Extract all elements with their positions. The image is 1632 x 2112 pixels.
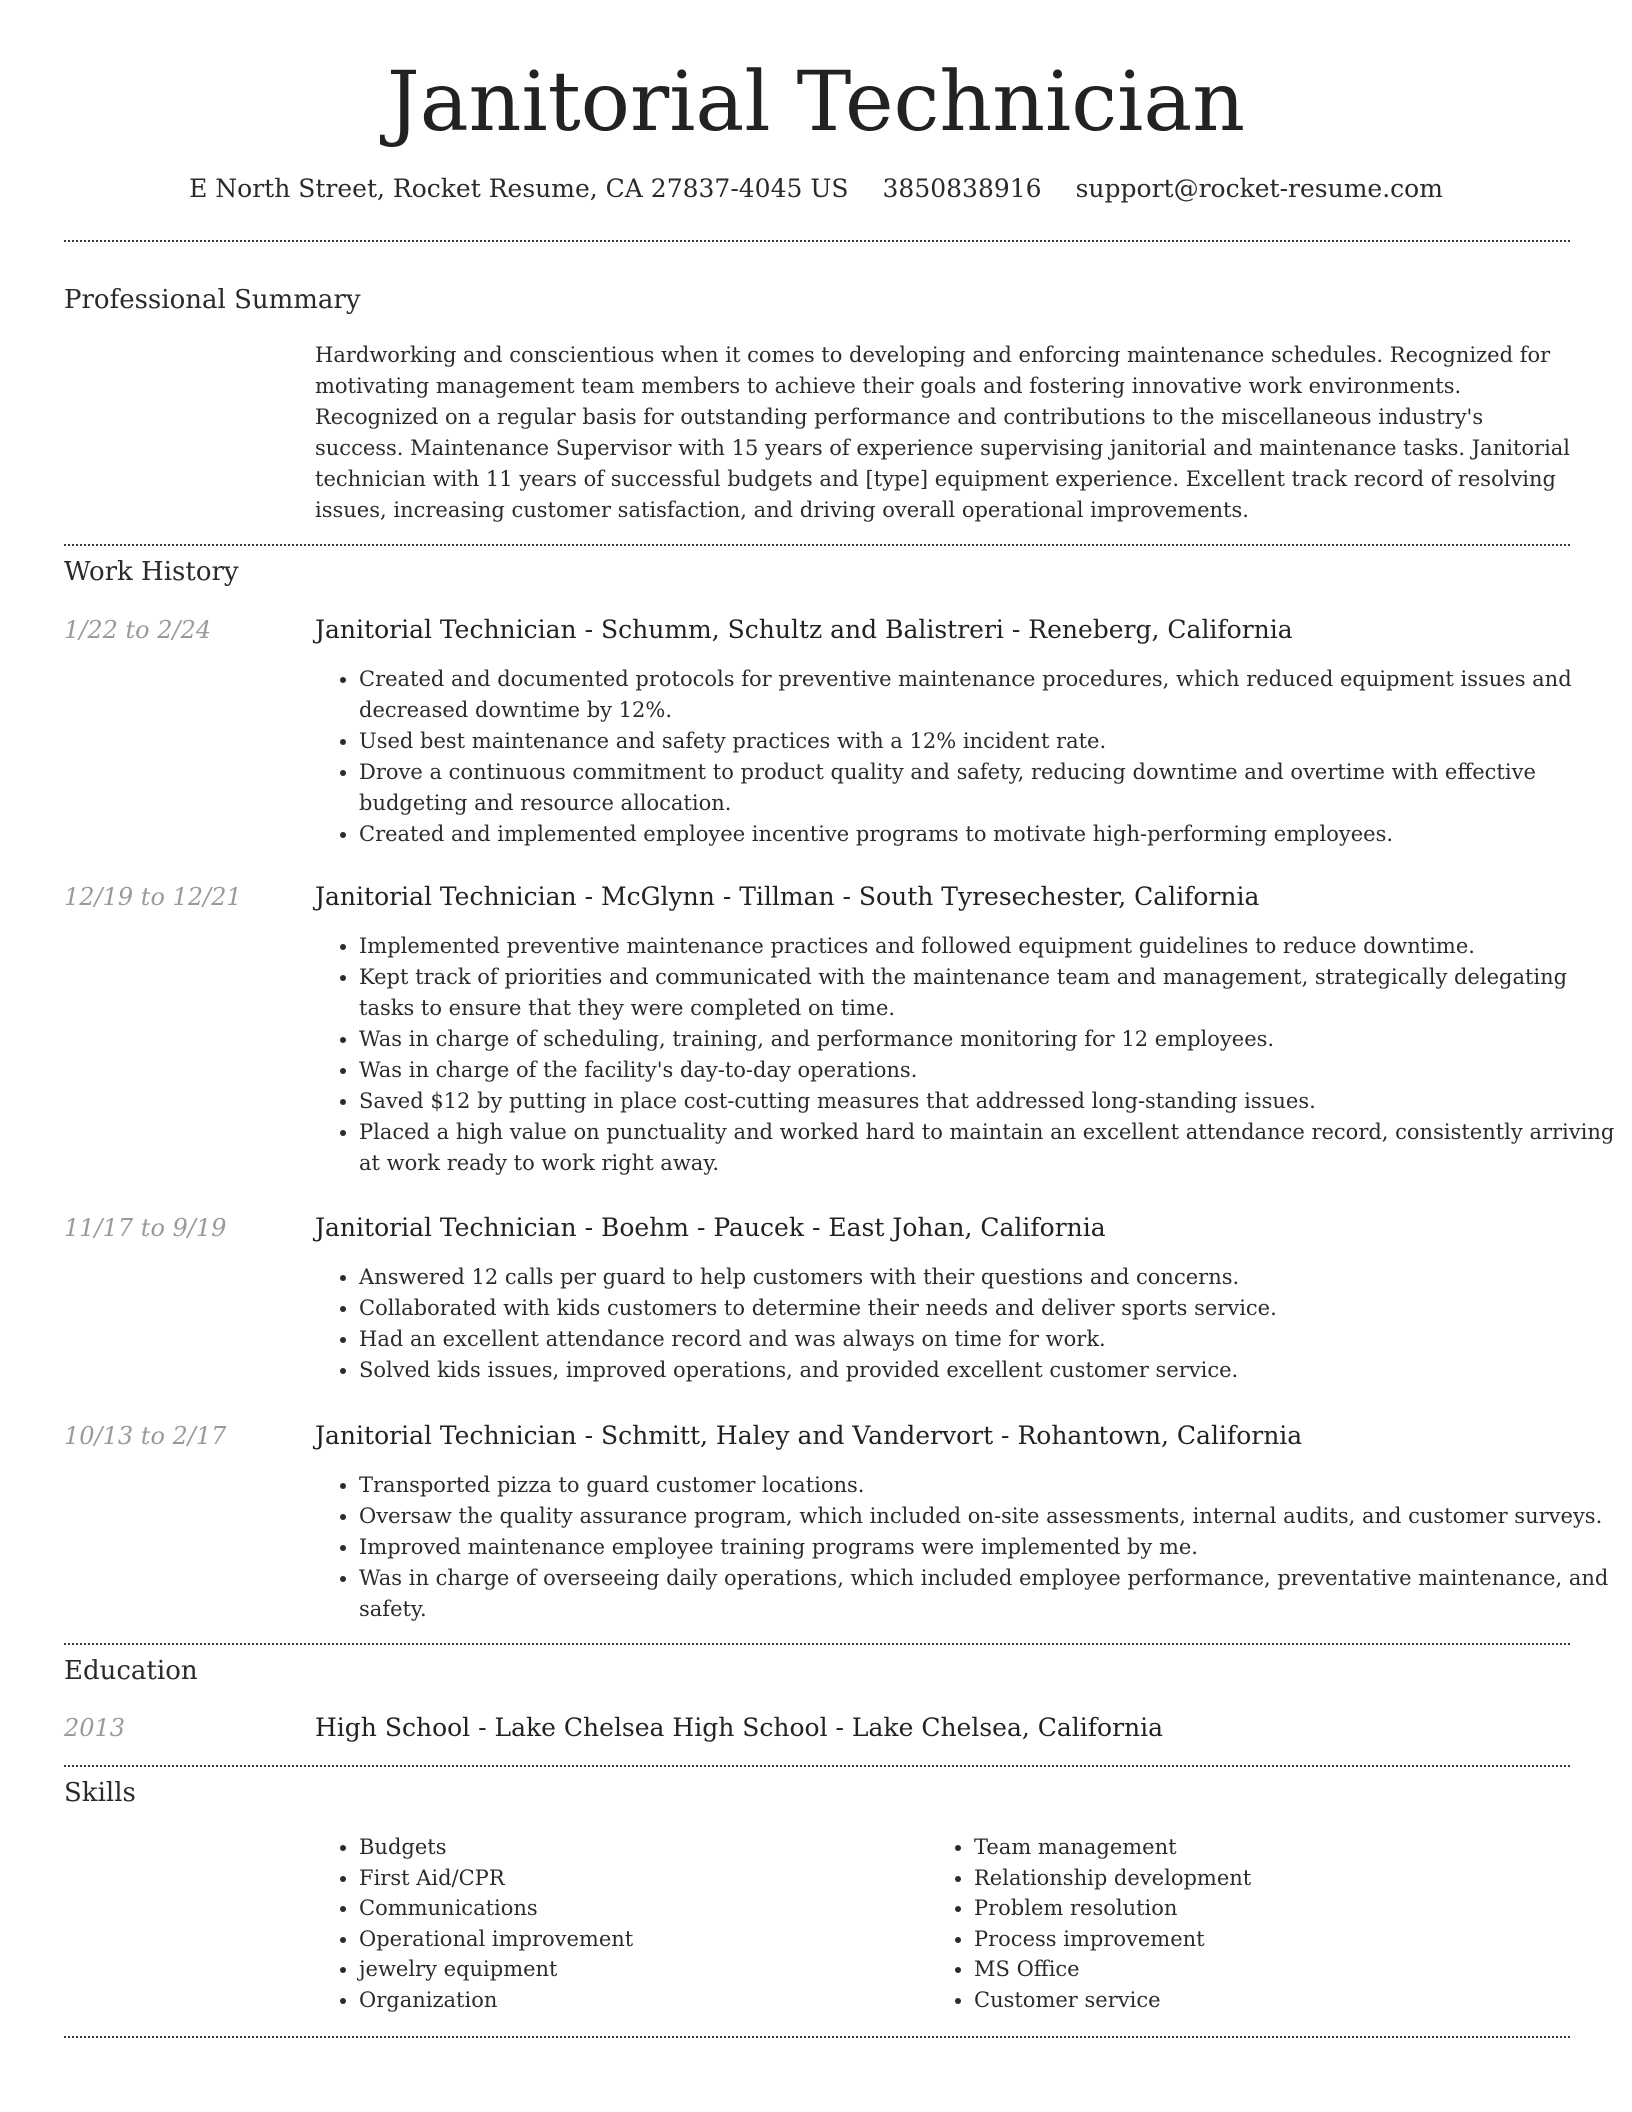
job-dates: 12/19 to 12/21 [64,883,242,911]
job-bullet: • Placed a high value on punctuality and worked hard to maintain an excellent attendance record, consistently arriving at work ready to work right away. [359,1117,1619,1179]
section-title-work-history: Work History [64,557,239,587]
job-bullet: • Transported pizza to guard customer locations. [359,1470,1619,1501]
job-bullets [315,931,1619,1179]
job-bullet: • Solved kids issues, improved operations, and provided excellent customer service. [359,1355,1619,1386]
job-bullet: • Oversaw the quality assurance program, which included on-site assessments, internal audits, and customer surveys. [359,1501,1619,1532]
job-bullet: • Created and documented protocols for preventive maintenance procedures, which reduced equipment issues and decreased downtime by 12%. [359,664,1619,726]
job-dates: 11/17 to 9/19 [64,1214,227,1242]
section-title-summary: Professional Summary [64,285,361,315]
job-title: Janitorial Technician - Boehm - Paucek - East Johan, California [315,1213,1106,1242]
skill-item: • MS Office [974,1954,1574,1985]
job-title: Janitorial Technician - McGlynn - Tillman - South Tyresechester, California [315,882,1260,911]
job-bullet: • Drove a continuous commitment to product quality and safety, reducing downtime and overtime with effective budgeting and resource allocation. [359,757,1619,819]
job-bullet: • Was in charge of the facility's day-to-day operations. [359,1055,1619,1086]
skill-item: • Relationship development [974,1863,1574,1894]
job-bullet: • Was in charge of overseeing daily operations, which included employee performance, preventative maintenance, and safety. [359,1563,1619,1625]
divider [64,1765,1570,1767]
job-bullet: • Kept track of priorities and communicated with the maintenance team and management, strategically delegating tasks to ensure that they were completed on time. [359,962,1619,1024]
contact-email: support@rocket-resume.com [1075,174,1443,203]
job-bullets [315,664,1619,850]
skill-item: • Communications [359,1893,919,1924]
divider [64,240,1570,242]
skill-item: • Problem resolution [974,1893,1574,1924]
section-title-skills: Skills [64,1778,136,1808]
education-year: 2013 [64,1714,126,1742]
contact-phone: 3850838916 [882,174,1042,203]
contact-line [0,170,1632,208]
divider [64,1643,1570,1645]
job-bullet: • Created and implemented employee incentive programs to motivate high-performing employees. [359,819,1619,850]
skill-item: • jewelry equipment [359,1954,919,1985]
job-bullets [315,1262,1619,1386]
job-bullet: • Saved $12 by putting in place cost-cutting measures that addressed long-standing issues. [359,1086,1619,1117]
job-bullet: • Used best maintenance and safety practices with a 12% incident rate. [359,726,1619,757]
skill-item: • Customer service [974,1985,1574,2016]
education-title: High School - Lake Chelsea High School - Lake Chelsea, California [315,1713,1164,1742]
job-title: Janitorial Technician - Schumm, Schultz and Balistreri - Reneberg, California [315,615,1293,644]
skill-item: • First Aid/CPR [359,1863,919,1894]
section-title-education: Education [64,1656,198,1686]
job-title: Janitorial Technician - Schmitt, Haley and Vandervort - Rohantown, California [315,1421,1303,1450]
skill-item: • Budgets [359,1832,919,1863]
skills-list-right [930,1832,1574,2015]
resume-name: Janitorial Technician [386,55,1246,150]
job-dates: 10/13 to 2/17 [64,1422,227,1450]
job-bullet: • Had an excellent attendance record and was always on time for work. [359,1324,1619,1355]
contact-address: E North Street, Rocket Resume, CA 27837-4045 US [189,174,849,203]
job-bullets [315,1470,1619,1625]
job-bullet: • Collaborated with kids customers to determine their needs and deliver sports service. [359,1293,1619,1324]
summary-text: Hardworking and conscientious when it comes to developing and enforcing maintenance schedules. Recognized for motivating management team members to achieve their goals and fostering innovative work environments. Recognized on a regular basis for outstanding performance and contributions to the miscellaneous industry's success. Maintenance Supervisor with 15 years of experience supervising janitorial and maintenance tasks. Janitorial technician with 11 years of successful budgets and [type] equipment experience. Excellent track record of resolving issues, increasing customer satisfaction, and driving overall operational improvements. [315,343,1571,522]
divider [64,2036,1570,2038]
skill-item: • Process improvement [974,1924,1574,1955]
skill-item: • Team management [974,1832,1574,1863]
skill-item: • Organization [359,1985,919,2016]
job-bullet: • Implemented preventive maintenance practices and followed equipment guidelines to reduce downtime. [359,931,1619,962]
skill-item: • Operational improvement [359,1924,919,1955]
job-bullet: • Was in charge of scheduling, training, and performance monitoring for 12 employees. [359,1024,1619,1055]
job-bullet: • Answered 12 calls per guard to help customers with their questions and concerns. [359,1262,1619,1293]
job-bullet: • Improved maintenance employee training programs were implemented by me. [359,1532,1619,1563]
job-dates: 1/22 to 2/24 [64,616,212,644]
skills-list-left [315,1832,919,2015]
divider [64,544,1570,546]
